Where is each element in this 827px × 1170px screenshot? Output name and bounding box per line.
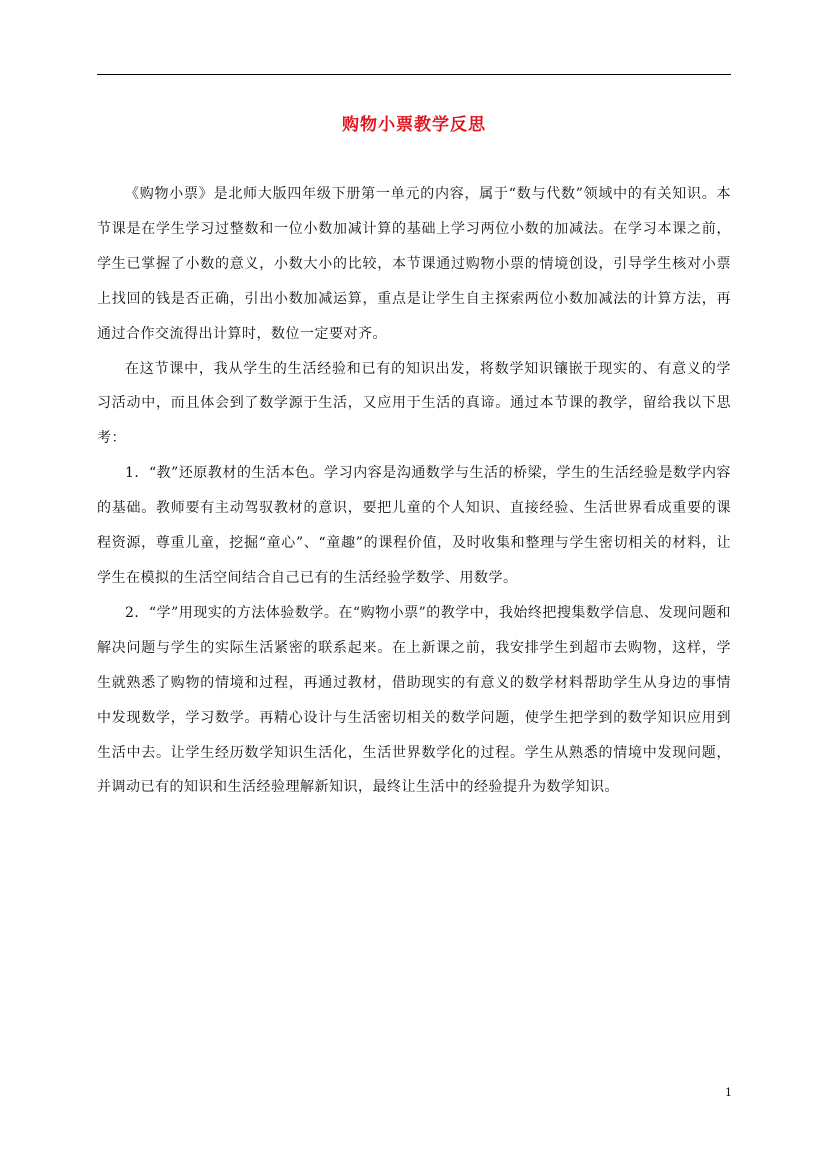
document-title: 购物小票教学反思 [342,115,486,135]
header-rule [97,74,731,75]
document-body [97,177,731,805]
paragraph-point-1: 1．“教”还原教材的生活本色。学习内容是沟通数学与生活的桥梁，学生的生活经验是数学内容的基础。教师要有主动驾驭教材的意识，要把儿童的个人知识、直接经验、生活世界看成重要的课程资源，尊重儿童，挖掘“童心”、“童趣”的课程价值，及时收集和整理与学生密切相关的材料，让学生在模拟的生活空间结合自己已有的生活经验学数学、用数学。 [97,465,731,586]
paragraph-intro: 《购物小票》是北师大版四年级下册第一单元的内容，属于“数与代数”领域中的有关知识。本节课是在学生学习过整数和一位小数加减计算的基础上学习两位小数的加减法。在学习本课之前，学生已掌握了小数的意义，小数大小的比较，本节课通过购物小票的情境创设，引导学生核对小票上找回的钱是否正确，引出小数加减运算，重点是让学生自主探索两位小数加减法的计算方法，再通过合作交流得出计算时，数位一定要对齐。 [97,186,731,342]
page-number: 1 [725,1086,732,1099]
paragraph-point-2: 2．“学”用现实的方法体验数学。在“购物小票”的教学中，我始终把搜集数学信息、发现问题和解决问题与学生的实际生活紧密的联系起来。在上新课之前，我安排学生到超市去购物，这样，学生就熟悉了购物的情境和过程，再通过教材，借助现实的有意义的数学材料帮助学生从身边的事情中发现数学，学习数学。再精心设计与生活密切相关的数学问题，使学生把学到的数学知识应用到生活中去。让学生经历数学知识生活化，生活世界数学化的过程。学生从熟悉的情境中发现问题，并调动已有的知识和生活经验理解新知识，最终让生活中的经验提升为数学知识。 [97,604,731,796]
paragraph-reflection: 在这节课中，我从学生的生活经验和已有的知识出发，将数学知识镶嵌于现实的、有意义的学习活动中，而且体会到了数学源于生活，又应用于生活的真谛。通过本节课的教学，留给我以下思考： [97,360,731,447]
